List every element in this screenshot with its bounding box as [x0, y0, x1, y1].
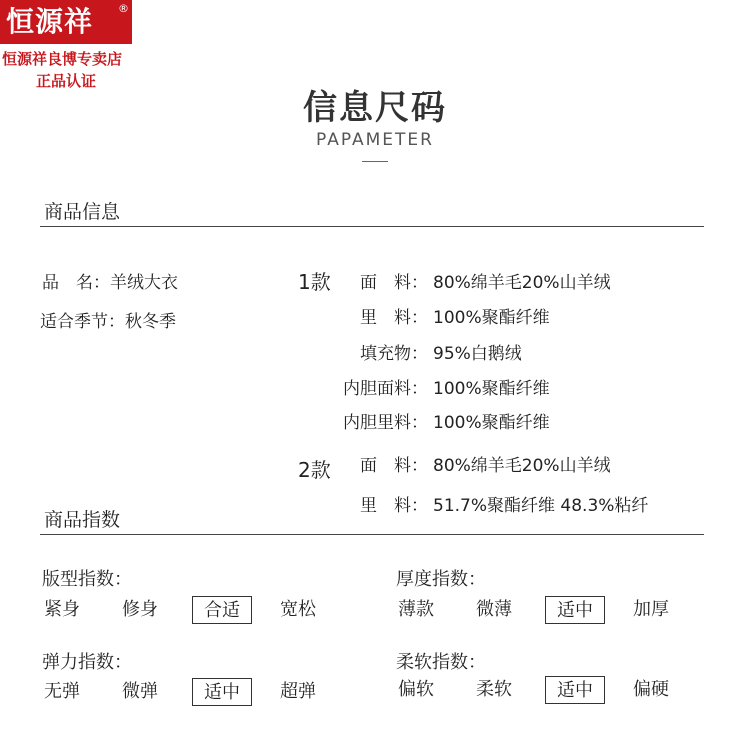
- elasticity-option: 超弹: [280, 681, 316, 702]
- indices-divider: [40, 534, 704, 535]
- style1-field-value: 100%聚酯纤维: [433, 308, 550, 328]
- product-name-value: 羊绒大衣: [110, 273, 178, 293]
- product-name-label: 品 名：: [42, 273, 110, 293]
- page-subtitle: PAPAMETER: [316, 130, 434, 150]
- store-name: 恒源祥良博专卖店: [2, 50, 123, 68]
- style1-field-label: 填充物：: [360, 344, 428, 364]
- style1-field-label: 里 料：: [360, 308, 428, 328]
- elasticity-option: 微弹: [122, 681, 158, 702]
- registered-mark: ®: [118, 2, 129, 15]
- product-info-divider: [40, 226, 704, 227]
- season-label: 适合季节：: [40, 312, 125, 332]
- product-name-row: [42, 268, 178, 293]
- product-info-heading: 商品信息: [44, 201, 121, 223]
- style1-field-label: 内胆面料：: [343, 379, 428, 399]
- fit-option: 宽松: [280, 599, 316, 620]
- elasticity-option: 无弹: [44, 681, 80, 702]
- style1-field-value: 80%绵羊毛20%山羊绒: [433, 273, 611, 293]
- style1-field-value: 95%白鹅绒: [433, 344, 522, 364]
- style1-field-value: 100%聚酯纤维: [433, 413, 550, 433]
- style-2-label: 2款: [298, 458, 331, 482]
- fit-option-selected: 合适: [192, 596, 252, 624]
- brand-logo: 恒源祥: [0, 0, 132, 44]
- subtitle-divider: [362, 161, 388, 162]
- thickness-index-title: 厚度指数：: [396, 569, 486, 590]
- thickness-option-selected: 适中: [545, 596, 605, 624]
- season-row: [40, 307, 176, 332]
- thickness-option: 微薄: [476, 599, 512, 620]
- style-1-label: 1款: [298, 270, 331, 294]
- style1-field-value: 100%聚酯纤维: [433, 379, 550, 399]
- thickness-option: 薄款: [398, 599, 434, 620]
- thickness-option: 加厚: [633, 599, 669, 620]
- fit-index-title: 版型指数：: [42, 569, 132, 590]
- indices-heading: 商品指数: [44, 509, 121, 531]
- style2-field-value: 80%绵羊毛20%山羊绒: [433, 456, 611, 476]
- softness-option: 偏硬: [633, 679, 669, 700]
- style2-field-label: 面 料：: [360, 456, 428, 476]
- softness-option: 偏软: [398, 679, 434, 700]
- softness-option: 柔软: [476, 679, 512, 700]
- style2-field-value: 51.7%聚酯纤维 48.3%粘纤: [433, 496, 649, 516]
- authenticity-label: 正品认证: [36, 72, 97, 90]
- fit-option: 修身: [122, 599, 158, 620]
- page-title: 信息尺码: [303, 88, 447, 128]
- elasticity-option-selected: 适中: [192, 678, 252, 706]
- fit-option: 紧身: [44, 599, 80, 620]
- elasticity-index-title: 弹力指数：: [42, 652, 132, 673]
- season-value: 秋冬季: [125, 312, 176, 332]
- softness-index-title: 柔软指数：: [396, 652, 486, 673]
- softness-option-selected: 适中: [545, 676, 605, 704]
- style2-field-label: 里 料：: [360, 496, 428, 516]
- style1-field-label: 内胆里料：: [343, 413, 428, 433]
- style1-field-label: 面 料：: [360, 273, 428, 293]
